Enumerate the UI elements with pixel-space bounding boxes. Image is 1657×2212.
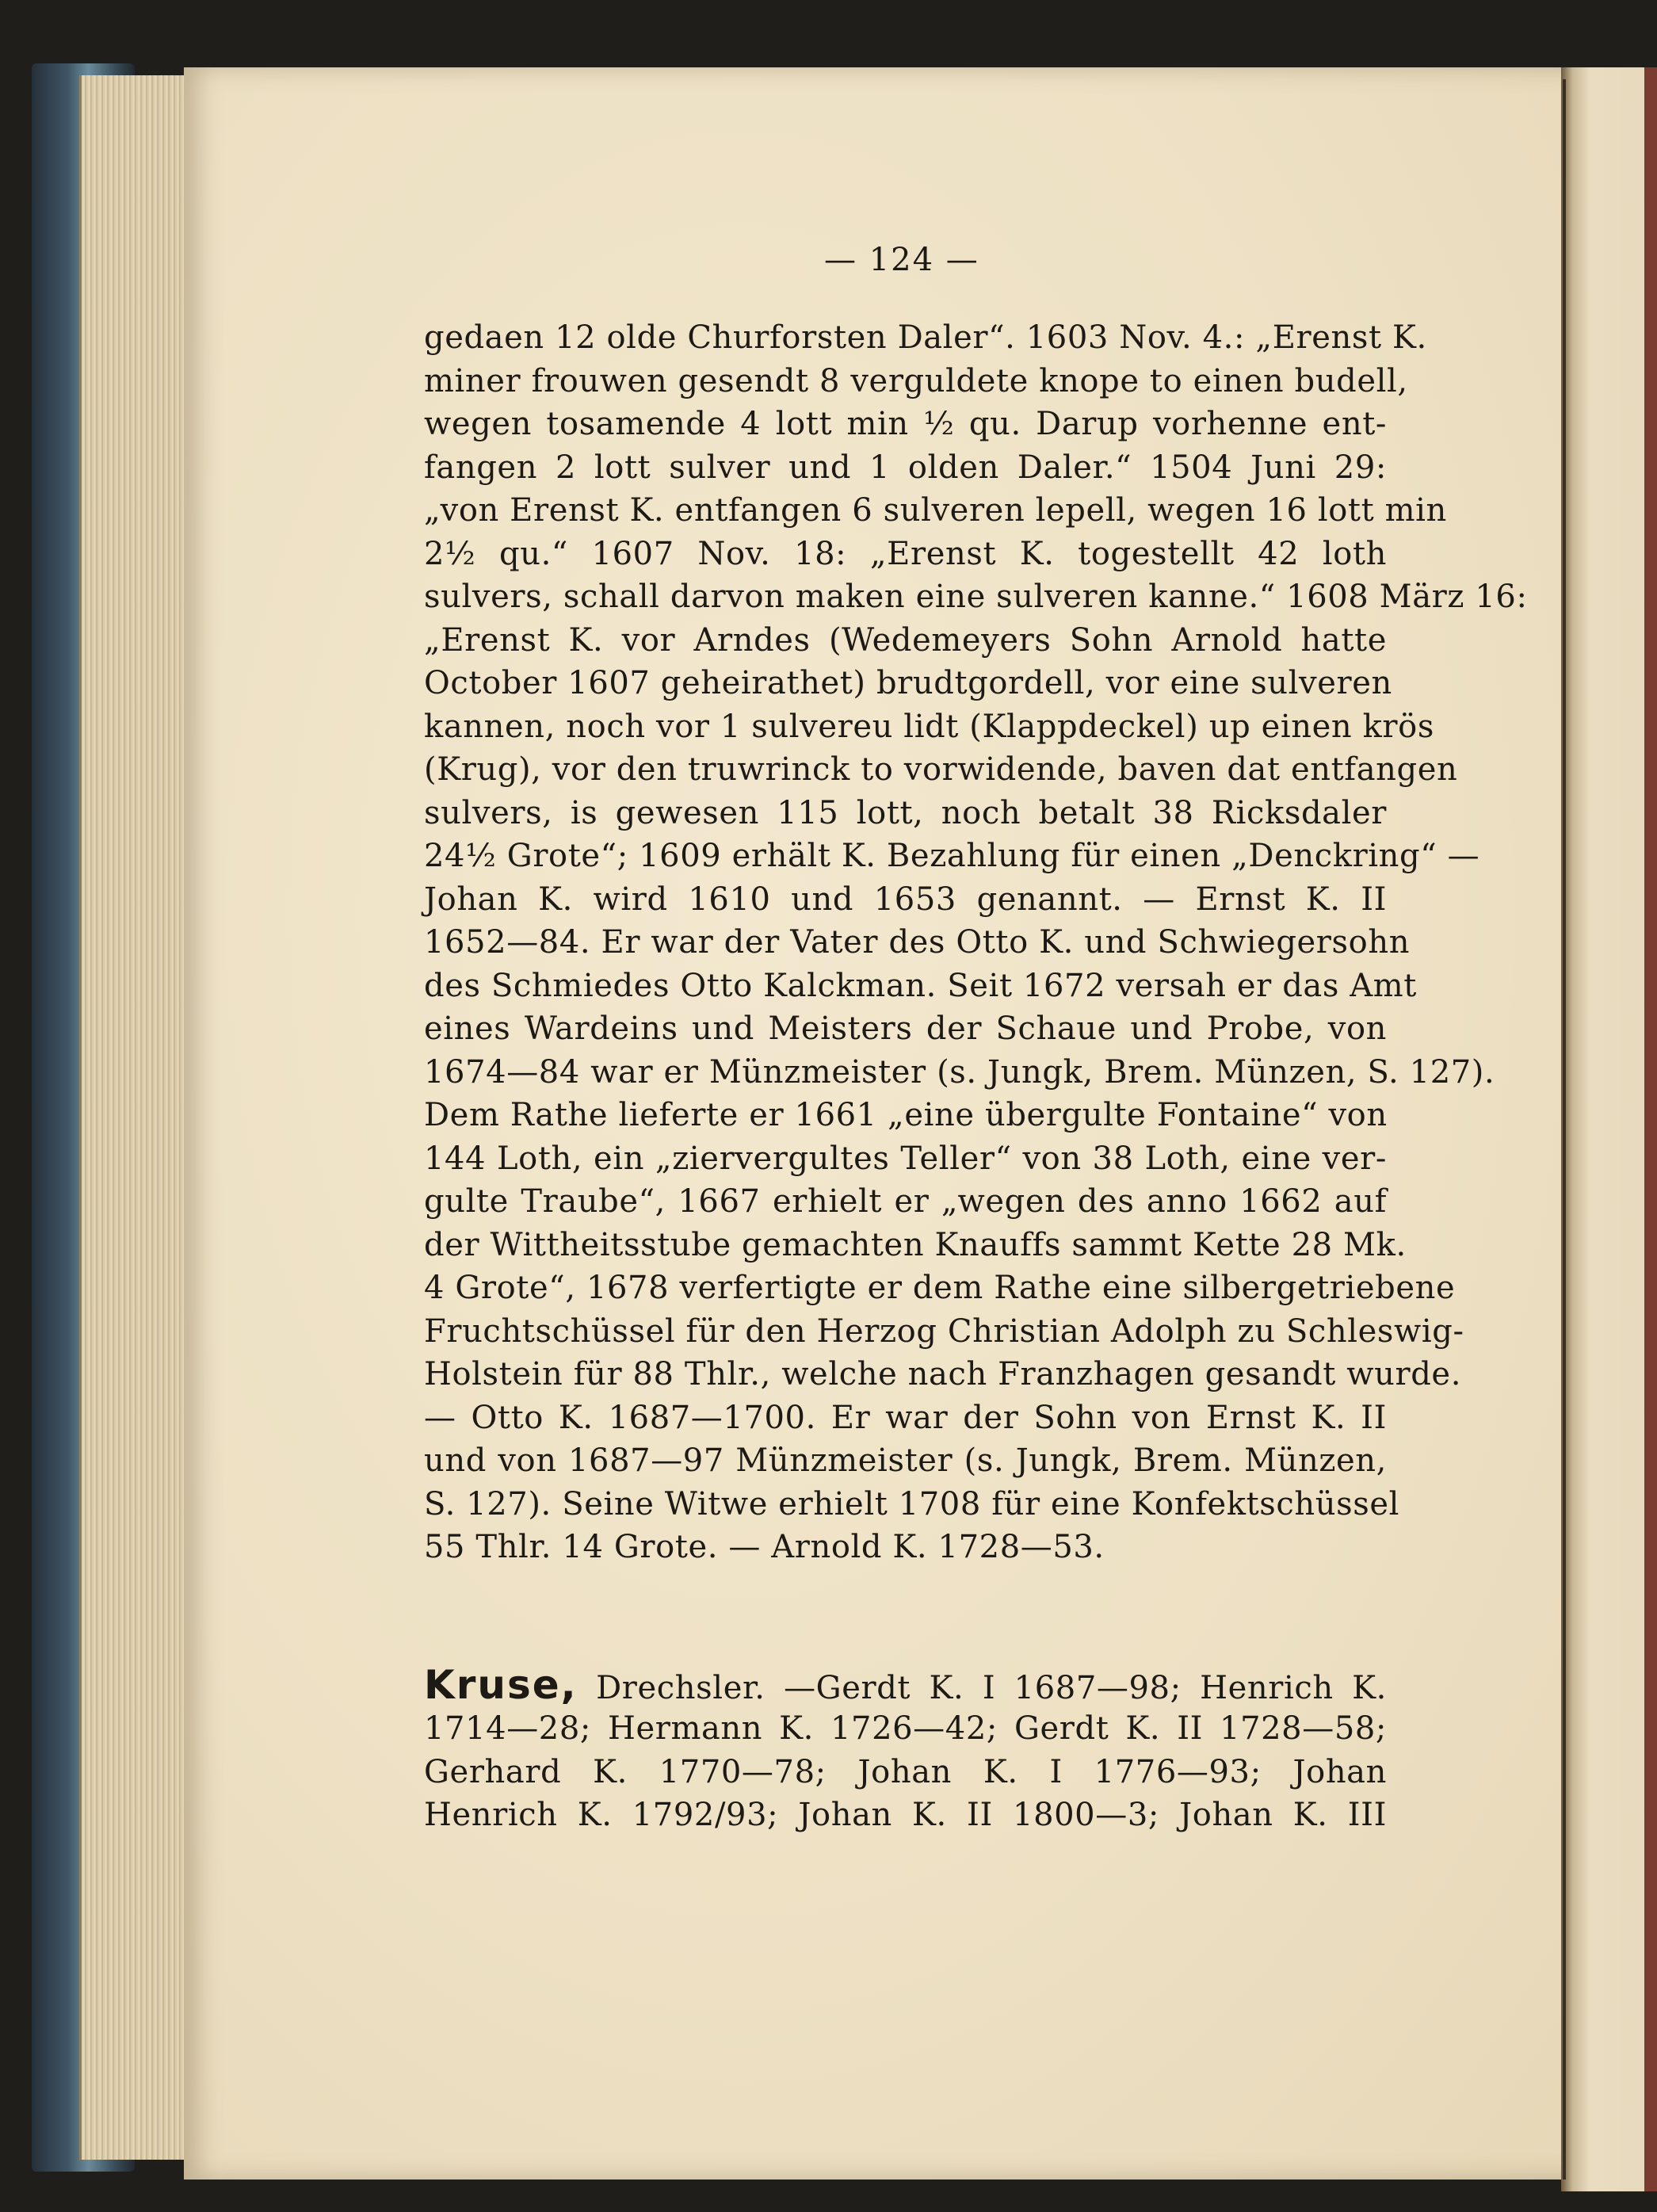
text-line: 24½ Grote“; 1609 erhält K. Bezahlung für einen „Denckring“ — <box>424 838 1480 874</box>
kruse-heading-line <box>424 1664 1387 1706</box>
facing-page-edge <box>1561 67 1657 2191</box>
kruse-entry-name: Kruse, <box>424 1662 578 1708</box>
gutter-shadow <box>1563 79 1566 2180</box>
text-line: 4 Grote“, 1678 verfertigte er dem Rathe eine silbergetriebene <box>424 1270 1456 1306</box>
text-line: 2½ qu.“ 1607 Nov. 18: „Erenst K. togestellt 42 loth <box>424 535 1387 572</box>
text-line: miner frouwen gesendt 8 verguldete knope to einen budell, <box>424 362 1408 399</box>
text-line: Henrich K. 1792/93; Johan K. II 1800—3; Johan K. III <box>424 1797 1387 1833</box>
text-line: „Erenst K. vor Arndes (Wedemeyers Sohn Arnold hatte <box>424 621 1387 659</box>
text-line: und von 1687—97 Münzmeister (s. Jungk, Brem. Münzen, <box>424 1442 1387 1479</box>
text-line: gulte Traube“, 1667 erhielt er „wegen des anno 1662 auf <box>424 1183 1387 1220</box>
text-line: wegen tosamende 4 lott min ½ qu. Darup vorhenne ent- <box>424 406 1387 442</box>
text-line: „von Erenst K. entfangen 6 sulveren lepell, wegen 16 lott min <box>424 492 1447 529</box>
text-line: — Otto K. 1687—1700. Er war der Sohn von Ernst K. II <box>424 1399 1387 1436</box>
text-line: 1674—84 war er Münzmeister (s. Jungk, Brem. Münzen, S. 127). <box>424 1053 1495 1091</box>
text-line: 1714—28; Hermann K. 1726—42; Gerdt K. II 1728—58; <box>424 1710 1387 1747</box>
text-line: sulvers, schall darvon maken eine sulveren kanne.“ 1608 März 16: <box>424 579 1528 615</box>
text-line: Gerhard K. 1770—78; Johan K. I 1776—93; Johan <box>424 1753 1387 1790</box>
text-line: October 1607 geheirathet) brudtgordell, vor eine sulveren <box>424 665 1392 701</box>
red-page-edge <box>1644 67 1657 2191</box>
text-line: 144 Loth, ein „ziervergultes Teller“ von 38 Loth, eine ver- <box>424 1140 1387 1177</box>
text-line: (Krug), vor den truwrinck to vorwidende, baven dat entfangen <box>424 751 1458 788</box>
text-line: des Schmiedes Otto Kalckman. Seit 1672 versah er das Amt <box>424 967 1417 1004</box>
page-edges <box>79 75 200 2160</box>
text-line: Holstein für 88 Thlr., welche nach Franzhagen gesandt wurde. <box>424 1356 1462 1393</box>
text-line: fangen 2 lott sulver und 1 olden Daler.“ 1504 Juni 29: <box>424 449 1387 486</box>
text-line: eines Wardeins und Meisters der Schaue und Probe, von <box>424 1010 1387 1047</box>
text-line: sulvers, is gewesen 115 lott, noch betalt 38 Ricksdaler <box>424 794 1387 831</box>
text-line: der Wittheitsstube gemachten Knauffs sammt Kette 28 Mk. <box>424 1226 1407 1263</box>
kruse-first-line: Drechsler. —Gerdt K. I 1687—98; Henrich K. <box>596 1670 1387 1706</box>
text-line: Fruchtschüssel für den Herzog Christian Adolph zu Schleswig- <box>424 1312 1464 1350</box>
text-line: 1652—84. Er war der Vater des Otto K. und Schwiegersohn <box>424 924 1411 961</box>
text-line: gedaen 12 olde Churforsten Daler“. 1603 Nov. 4.: „Erenst K. <box>424 319 1427 356</box>
text-line: kannen, noch vor 1 sulvereu lidt (Klappdeckel) up einen krös <box>424 708 1434 745</box>
text-line: 55 Thlr. 14 Grote. — Arnold K. 1728—53. <box>424 1529 1105 1565</box>
text-line: Dem Rathe lieferte er 1661 „eine übergulte Fontaine“ von <box>424 1097 1388 1133</box>
text-line: Johan K. wird 1610 und 1653 genannt. — Ernst K. II <box>424 881 1387 918</box>
text-line: S. 127). Seine Witwe erhielt 1708 für eine Konfektschüssel <box>424 1485 1400 1522</box>
page-number: — 124 — <box>824 242 979 278</box>
